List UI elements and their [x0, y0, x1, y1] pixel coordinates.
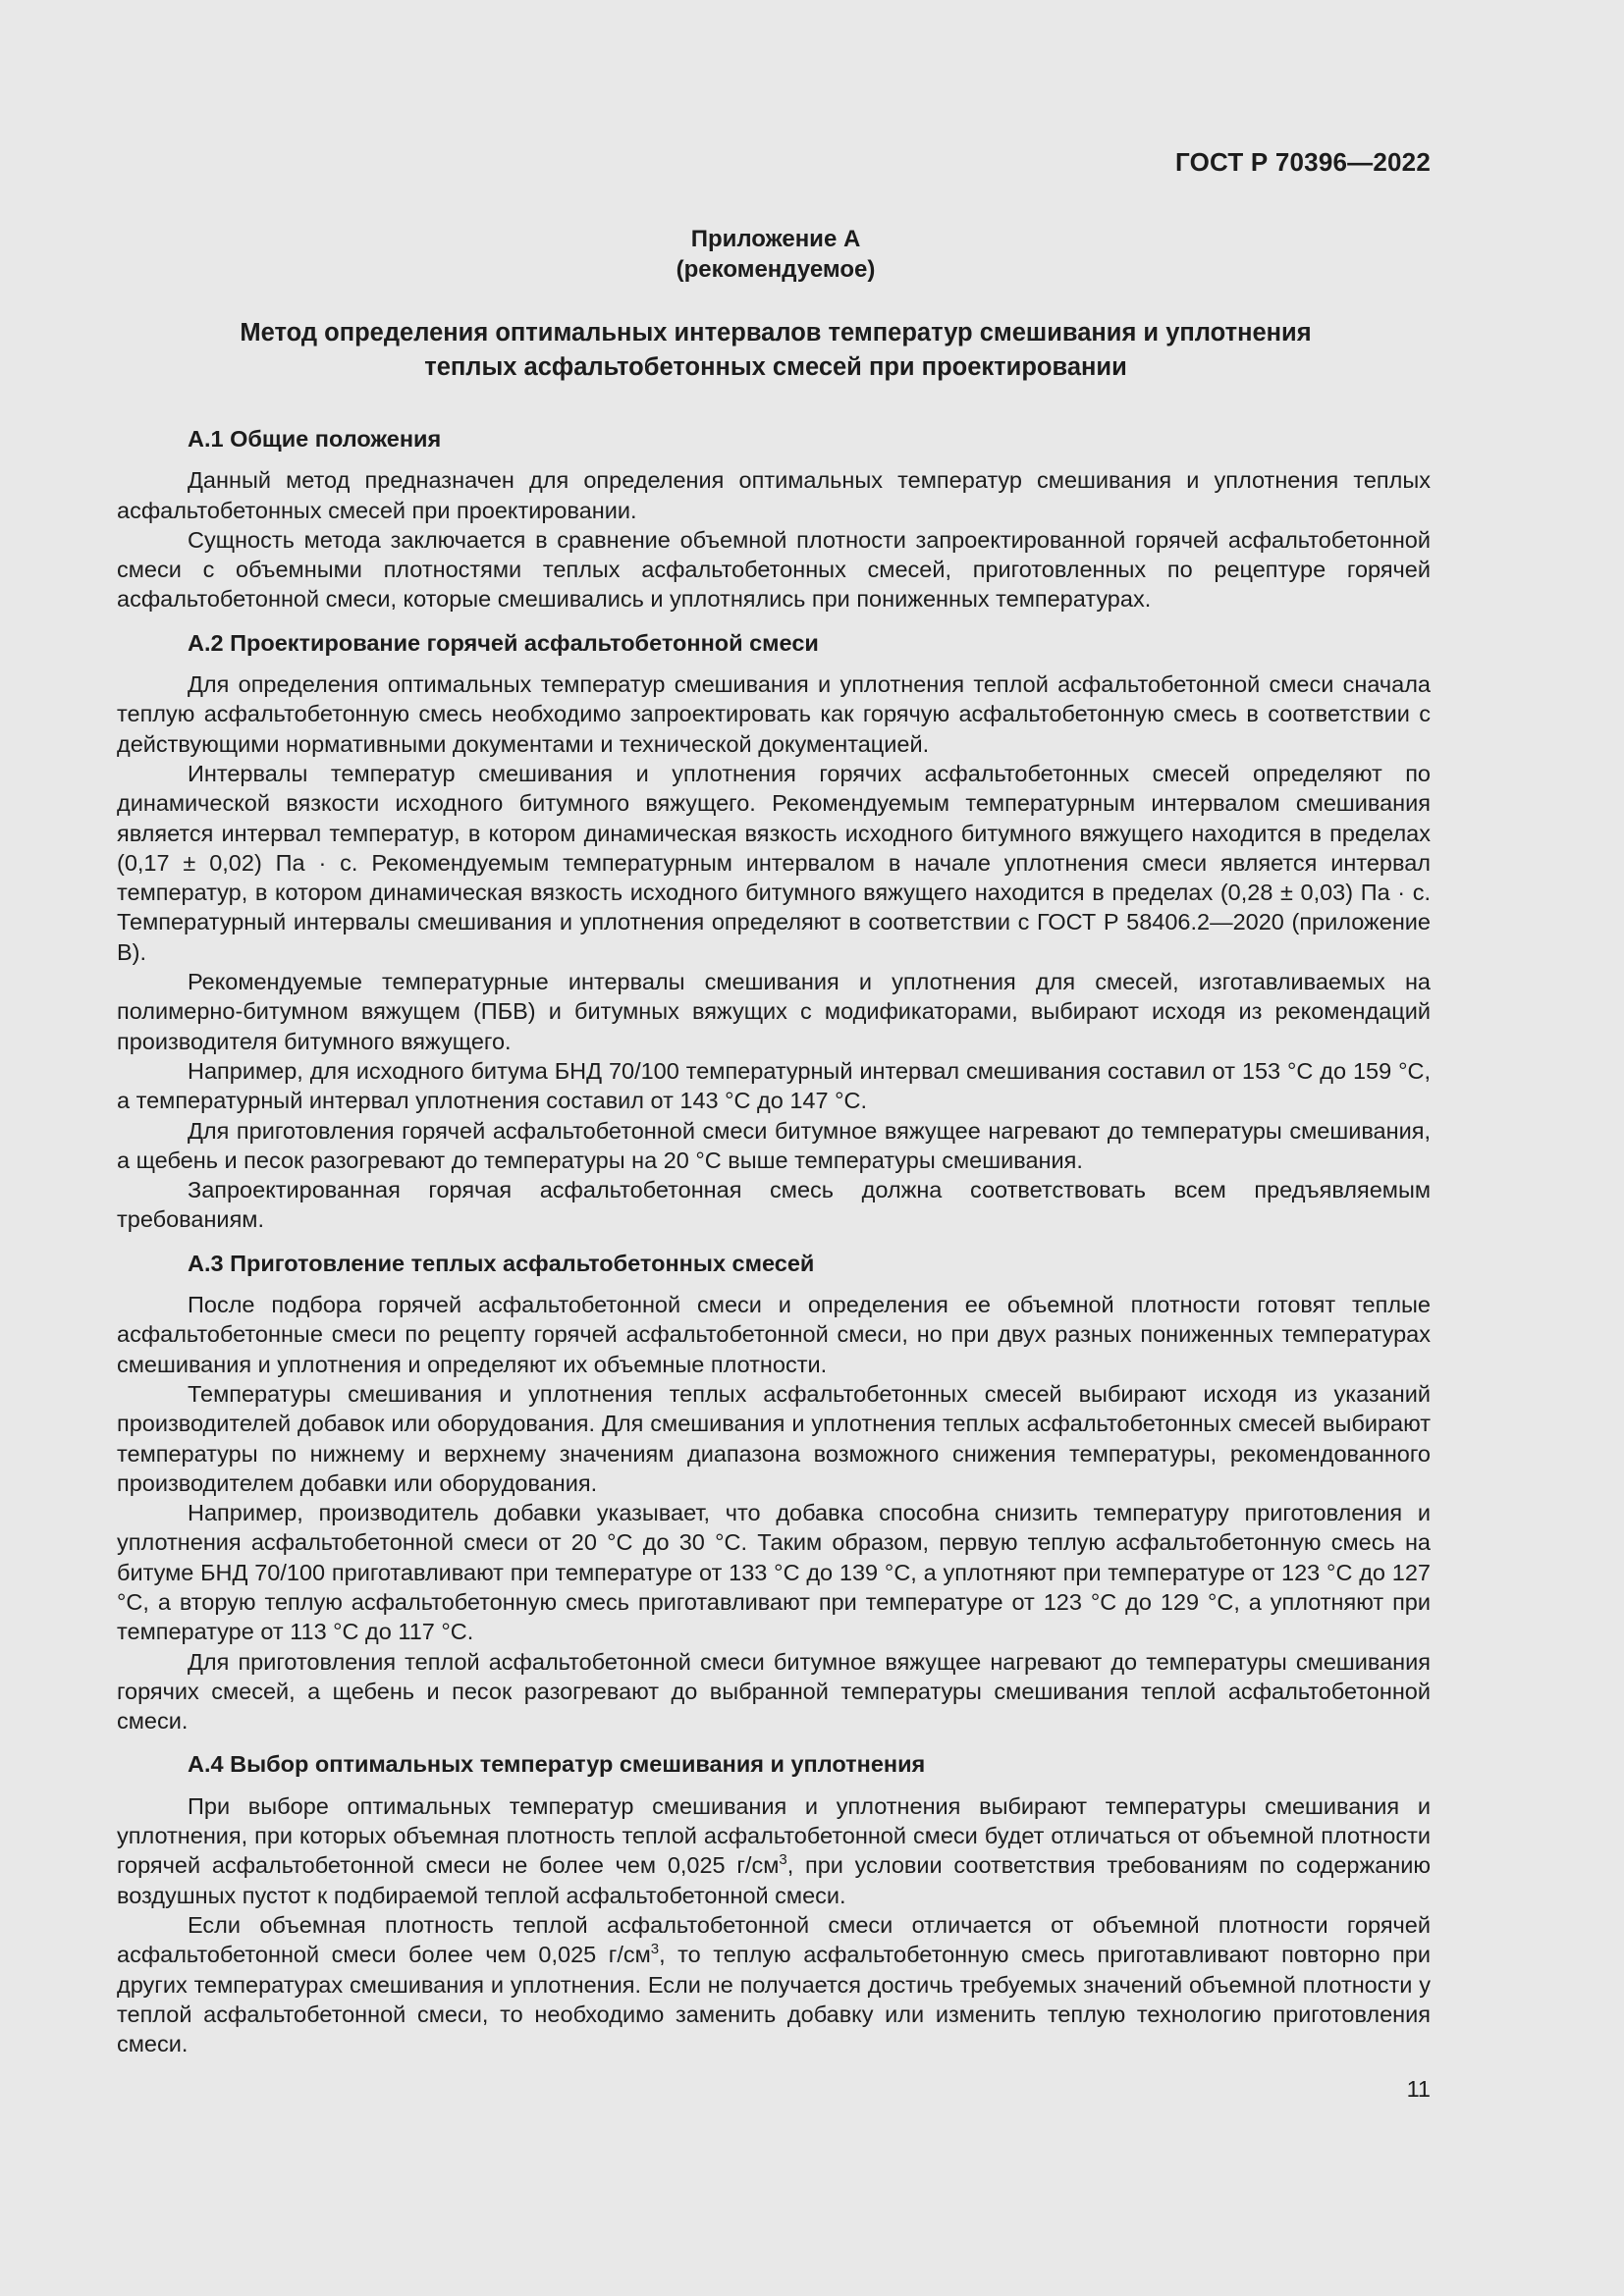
paragraph — [117, 1910, 1431, 2058]
text-run: , при условии соответствия требованиям по содержанию воздушных пустот к подбираемой теплой асфальтобетонной смеси. — [117, 1852, 1431, 1908]
appendix-header — [0, 224, 1551, 285]
paragraph: Для приготовления теплой асфальтобетонной смеси битумное вяжущее нагревают до температуры смешивания горячих смесей, а щебень и песок разогревают до выбранной температуры смешивания теплой асфальтобетонной смеси. — [117, 1648, 1431, 1735]
text-run: , то теплую асфальтобетонную смесь приготавливают повторно при других температурах смешивания и уплотнения. Если не получается достичь требуемых значений объемной плотности у теплой асфальтобетонной смеси, то необходимо заменить добавку или изменить теплую технологию приготовления смеси. — [117, 1942, 1431, 2057]
page-number: 11 — [1406, 2076, 1431, 2102]
section-heading-a3: А.3 Приготовление теплых асфальтобетонных смесей — [188, 1250, 815, 1276]
appendix-status: (рекомендуемое) — [676, 256, 876, 283]
paragraph: Например, производитель добавки указывает, что добавка способна снизить температуру приготовления и уплотнения асфальтобетонной смеси от 20 °С до 30 °С. Таким образом, первую теплую асфальтобетонную смесь на битуме БНД 70/100 приготавливают при температуре от 133 °С до 139 °С, а уплотняют при температуре от 123 °С до 127 °С, а вторую теплую асфальтобетонную смесь приготавливают при температуре от 123 °С до 129 °С, а уплотняют при температуре от 113 °С до 117 °С. — [117, 1500, 1431, 1645]
paragraph: Сущность метода заключается в сравнение объемной плотности запроектированной горячей асфальтобетонной смеси с объемными плотностями теплых асфальтобетонных смесей, приготовленных по рецептуре горячей асфальтобетонной смеси, которые смешивались и уплотнялись при пониженных температурах. — [117, 526, 1431, 613]
superscript: 3 — [650, 1941, 660, 1958]
paragraph: Рекомендуемые температурные интервалы смешивания и уплотнения для смесей, изготавливаемых на полимерно-битумном вяжущем (ПБВ) и битумных вяжущих с модификаторами, выбирают исходя из рекомендаций производителя битумного вяжущего. — [117, 969, 1431, 1054]
appendix-label: Приложение А — [690, 226, 861, 252]
document-body — [117, 424, 1431, 2058]
document-id: ГОСТ Р 70396—2022 — [1175, 147, 1431, 177]
paragraph: После подбора горячей асфальтобетонной смеси и определения ее объемной плотности готовят теплые асфальтобетонные смеси по рецепту горячей асфальтобетонной смеси, но при двух разных пониженных температурах смешивания и уплотнения и определяют их объемные плотности. — [117, 1292, 1431, 1377]
text-run: Если объемная плотность теплой асфальтобетонной смеси отличается от объемной плотности горячей асфальтобетонной смеси более чем 0,025 г/см — [117, 1911, 1431, 1968]
paragraph: Например, для исходного битума БНД 70/100 температурный интервал смешивания составил от 153 °С до 159 °С, а температурный интервал уплотнения составил от 143 °С до 147 °С. — [117, 1057, 1431, 1114]
paragraph: Температуры смешивания и уплотнения теплых асфальтобетонных смесей выбирают исходя из указаний производителей добавок или оборудования. Для смешивания и уплотнения теплых асфальтобетонных смесей выбирают температуры по нижнему и верхнему значениям диапазона возможного снижения температуры, рекомендованного производителем добавки или оборудования. — [117, 1380, 1431, 1496]
title-line-1: Метод определения оптимальных интервалов температур смешивания и уплотнения — [240, 319, 1312, 347]
paragraph: Для приготовления горячей асфальтобетонной смеси битумное вяжущее нагревают до температуры смешивания, а щебень и песок разогревают до температуры на 20 °С выше температуры смешивания. — [117, 1117, 1431, 1173]
section-heading-a1: А.1 Общие положения — [188, 426, 442, 452]
appendix-title — [147, 316, 1404, 385]
text-run: При выборе оптимальных температур смешивания и уплотнения выбирают температуры смешивания и уплотнения, при которых объемная плотность теплой асфальтобетонной смеси будет отличаться от объемной плотности горячей асфальтобетонной смеси не более чем 0,025 г/см — [117, 1792, 1431, 1879]
paragraph: Интервалы температур смешивания и уплотнения горячих асфальтобетонных смесей определяют по динамической вязкости исходного битумного вяжущего. Рекомендуемым температурным интервалом смешивания является интервал температур, в котором динамическая вязкость исходного битумного вяжущего находится в пределах (0,17 ± 0,02) Па · с. Рекомендуемым температурным интервалом в начале уплотнения смеси является интервал температур, в котором динамическая вязкость исходного битумного вяжущего находится в пределах (0,28 ± 0,03) Па · с. Температурный интервалы смешивания и уплотнения определяют в соответствии с ГОСТ Р 58406.2—2020 (приложение В). — [117, 760, 1431, 965]
paragraph — [117, 1791, 1431, 1910]
superscript: 3 — [779, 1851, 787, 1869]
paragraph: Запроектированная горячая асфальтобетонная смесь должна соответствовать всем предъявляемым требованиям. — [117, 1177, 1431, 1233]
title-line-2: теплых асфальтобетонных смесей при проектировании — [424, 353, 1127, 381]
paragraph: Для определения оптимальных температур смешивания и уплотнения теплой асфальтобетонной смеси сначала теплую асфальтобетонную смесь необходимо запроектировать как горячую асфальтобетонную смесь в соответствии с действующими нормативными документами и технической документацией. — [117, 671, 1431, 757]
section-heading-a2: А.2 Проектирование горячей асфальтобетонной смеси — [188, 629, 819, 656]
paragraph: Данный метод предназначен для определения оптимальных температур смешивания и уплотнения теплых асфальтобетонных смесей при проектировании. — [117, 467, 1431, 523]
section-heading-a4: А.4 Выбор оптимальных температур смешивания и уплотнения — [188, 1751, 926, 1778]
